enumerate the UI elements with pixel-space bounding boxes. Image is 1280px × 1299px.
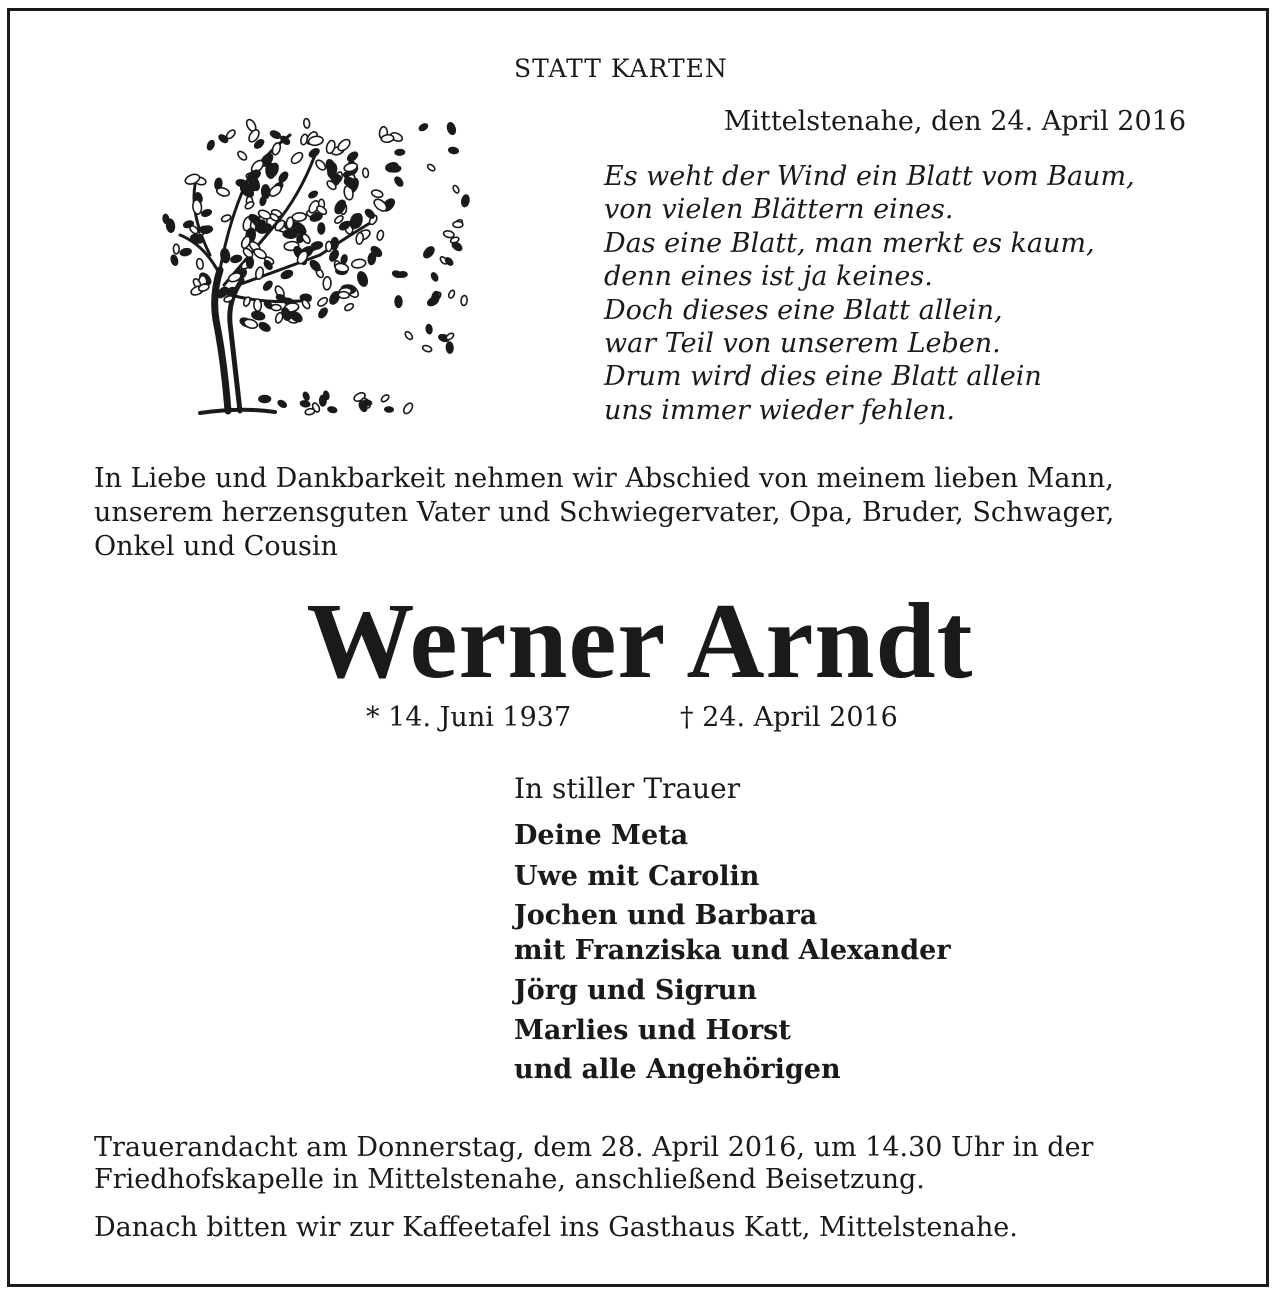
leaf [351, 258, 366, 268]
leaf [308, 147, 321, 158]
leaf [314, 158, 327, 171]
leaf [230, 254, 242, 263]
leaf [346, 150, 359, 162]
service-line: Friedhofskapelle in Mittelstenahe, anschließend Beisetzung. [94, 1164, 925, 1195]
family-member: Marlies und Horst [514, 1015, 791, 1046]
leaf [326, 241, 332, 251]
leaf [448, 289, 456, 299]
leaf [258, 321, 272, 333]
leaf [163, 214, 170, 224]
intro-text [94, 462, 1114, 564]
leaf [247, 257, 254, 268]
leaf [246, 168, 262, 183]
leaf [446, 342, 453, 353]
leaf [271, 304, 281, 311]
leaf [254, 299, 262, 312]
leaf [255, 266, 265, 279]
mourning-label: In stiller Trauer [514, 772, 741, 805]
leaf [404, 330, 414, 340]
leaf [443, 230, 455, 239]
poem [604, 160, 1135, 427]
family-member: mit Franziska und Alexander [514, 935, 951, 966]
leaf [221, 214, 232, 223]
leaf [364, 208, 376, 220]
leaf [344, 302, 355, 312]
leaf [395, 296, 402, 308]
leaf [300, 400, 310, 407]
leaf [206, 140, 215, 151]
leaf [355, 232, 364, 244]
leaf [395, 149, 405, 155]
leaf [376, 230, 384, 241]
leaf [446, 122, 456, 135]
reception-info: Danach bitten wir zur Kaffeetafel ins Gasthaus Katt, Mittelstenahe. [94, 1212, 1018, 1243]
leaf [371, 189, 384, 199]
leaf [393, 176, 404, 188]
leaf [448, 147, 459, 155]
leaf [259, 396, 271, 403]
leaf [308, 259, 321, 273]
poem-line: Drum wird dies eine Blatt allein [604, 361, 1042, 393]
leaf [271, 142, 282, 156]
leaf [196, 258, 204, 270]
poem-line: denn eines ist ja keines. [604, 261, 933, 293]
leaf [317, 307, 329, 319]
leaf [422, 245, 436, 259]
leaf [320, 395, 327, 406]
poem-line: war Teil von unserem Leben. [604, 328, 1001, 360]
leaf [277, 171, 289, 184]
leaf [277, 399, 287, 408]
family-member: Jochen und Barbara [514, 900, 818, 931]
leaf [426, 163, 436, 172]
poem-line: uns immer wieder fehlen. [604, 394, 955, 426]
leaf [327, 406, 337, 413]
leaf [380, 394, 390, 404]
leaf [426, 324, 433, 334]
leaf [180, 248, 192, 257]
leaf [262, 280, 274, 292]
leaf [266, 163, 276, 179]
service-info [94, 1132, 1093, 1196]
leaf [453, 221, 463, 227]
leaf [259, 196, 266, 206]
leaf [422, 344, 433, 352]
intro-line: In Liebe und Dankbarkeit nehmen wir Abschied von meinem lieben Mann, [94, 463, 1114, 494]
leaf [323, 277, 331, 290]
poem-line: Doch dieses eine Blatt allein, [604, 294, 1003, 326]
leaf [173, 244, 179, 254]
leaf [444, 257, 454, 267]
leaf [461, 295, 468, 306]
windblown-tree-icon [150, 95, 480, 425]
leaf [418, 123, 428, 132]
poem-line: Es weht der Wind ein Blatt vom Baum, [604, 161, 1135, 192]
leaf [292, 212, 307, 222]
leaf [289, 151, 304, 166]
leaf [452, 185, 460, 194]
leaf [340, 254, 347, 264]
service-line: Trauerandacht am Donnerstag, dem 28. April 2016, um 14.30 Uhr in der [94, 1132, 1094, 1163]
family-member: und alle Angehörigen [514, 1054, 841, 1085]
family-member: Jörg und Sigrun [514, 975, 757, 1006]
leaf [318, 223, 325, 234]
leaf [303, 118, 310, 128]
leaf [170, 254, 178, 265]
leaf [216, 186, 230, 197]
birth-date: * 14. Juni 1937 [366, 702, 572, 733]
leaf [286, 217, 294, 229]
leaf [201, 209, 212, 218]
leaf [430, 272, 439, 282]
leaf [308, 190, 318, 199]
leaf [451, 241, 463, 252]
intro-line: Onkel und Cousin [94, 531, 338, 562]
place-date: Mittelstenahe, den 24. April 2016 [723, 106, 1186, 137]
leaf [362, 168, 369, 178]
leaf [356, 271, 369, 288]
leaf [269, 130, 281, 140]
family-member: Deine Meta [514, 820, 689, 851]
leaf [338, 291, 349, 298]
deceased-name: Werner Arndt [306, 582, 974, 701]
death-date: † 24. April 2016 [680, 702, 898, 733]
leaf [280, 269, 293, 280]
leaf [302, 391, 310, 401]
leaf [402, 402, 414, 416]
intro-line: unserem herzensguten Vater und Schwiegervater, Opa, Bruder, Schwager, [94, 497, 1115, 528]
family-member: Uwe mit Carolin [514, 861, 760, 892]
leaf [381, 134, 394, 143]
leaf [445, 332, 455, 341]
leaf [461, 194, 470, 207]
leaf [305, 408, 316, 416]
leaf [316, 296, 328, 308]
poem-line: von vielen Blättern eines. [604, 194, 954, 226]
notice-header: STATT KARTEN [514, 54, 728, 83]
leaf [236, 150, 248, 162]
leaf [225, 129, 236, 140]
poem-line: Das eine Blatt, man merkt es kaum, [604, 227, 1095, 259]
leaf [385, 407, 394, 412]
